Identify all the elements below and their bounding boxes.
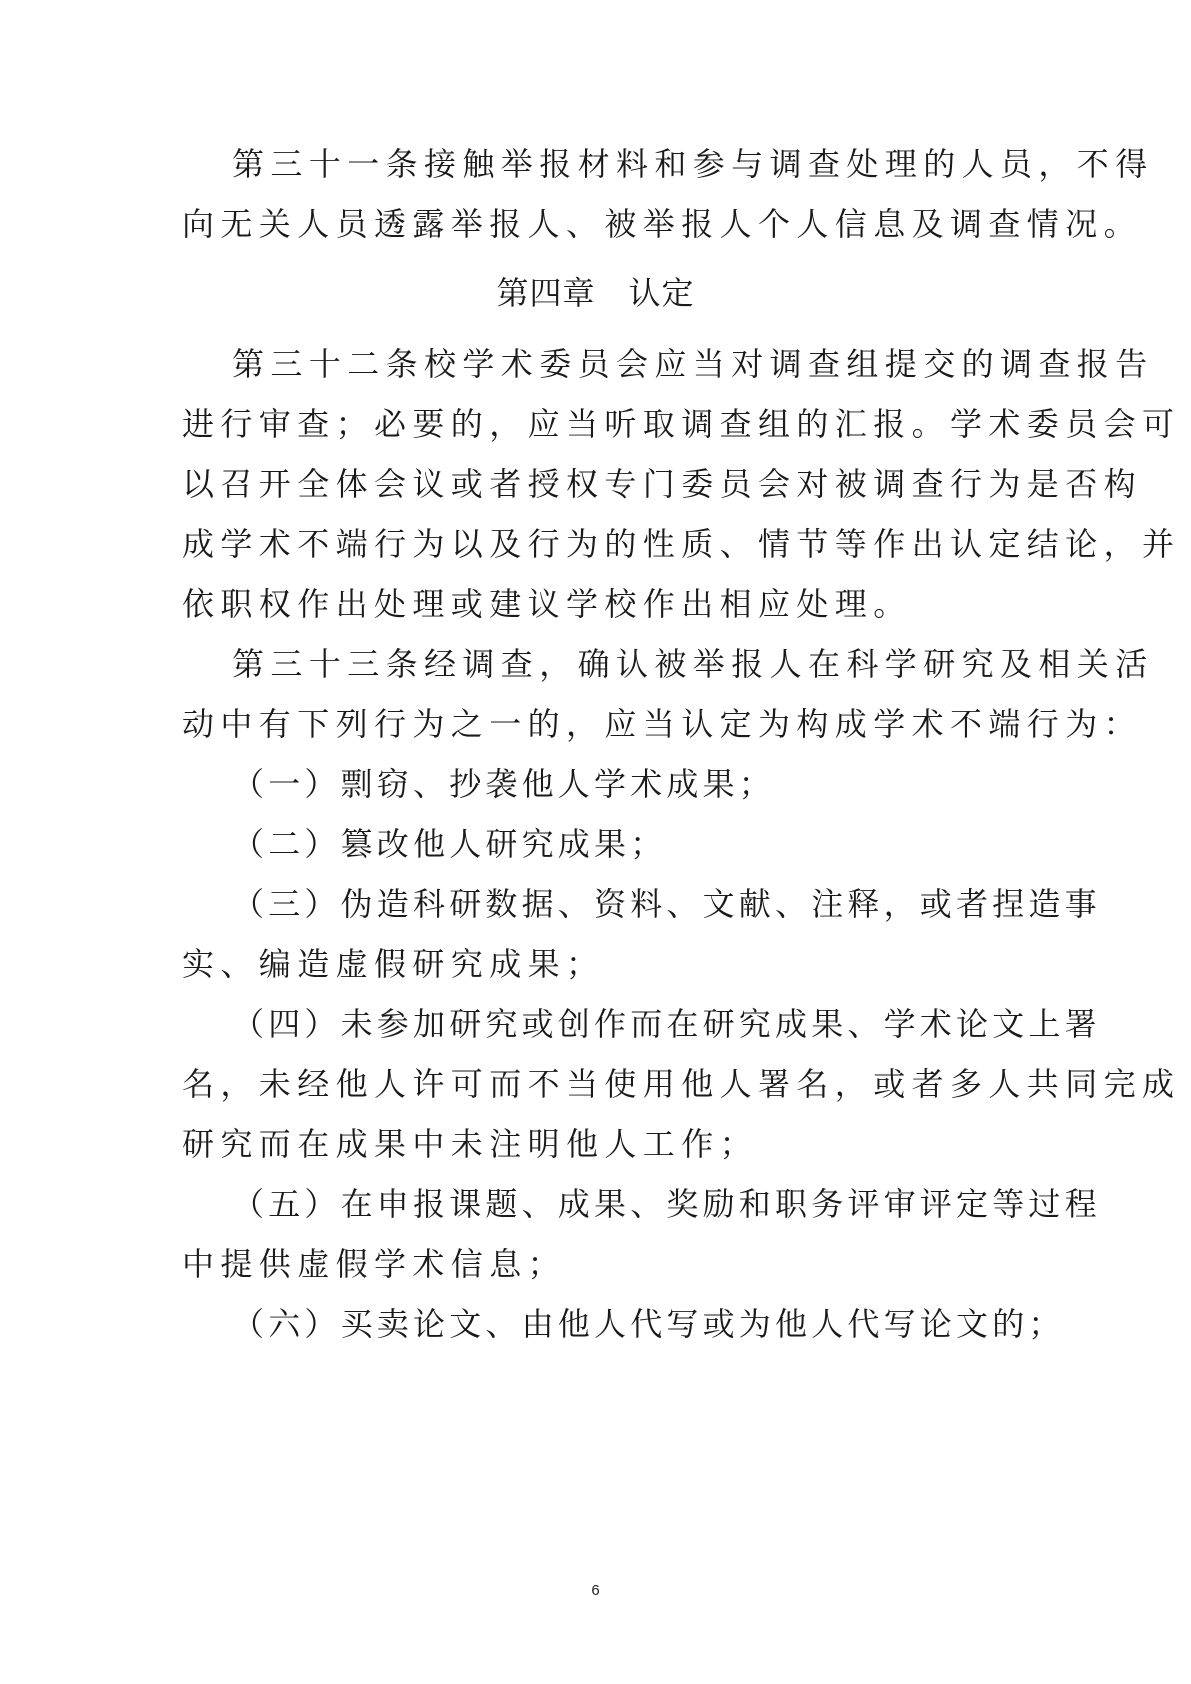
list-item-6: （六）买卖论文、由他人代写或为他人代写论文的；	[232, 1305, 1065, 1343]
list-item-3-line-2: 实、编造虚假研究成果；	[182, 945, 605, 983]
list-item-5-line-1: （五）在申报课题、成果、奖励和职务评审评定等过程	[232, 1185, 1101, 1223]
article-31-line-2: 向无关人员透露举报人、被举报人个人信息及调查情况。	[182, 205, 1143, 243]
list-item-3-line-1: （三）伪造科研数据、资料、文献、注释，或者捏造事	[232, 885, 1101, 923]
article-33-line-2: 动中有下列行为之一的，应当认定为构成学术不端行为：	[182, 705, 1143, 743]
page-number: 6	[591, 1582, 600, 1599]
article-31-line-1: 第三十一条接触举报材料和参与调查处理的人员，不得	[232, 145, 1154, 183]
article-32-line-5: 依职权作出处理或建议学校作出相应处理。	[182, 585, 912, 623]
article-33-line-1: 第三十三条经调查，确认被举报人在科学研究及相关活	[232, 645, 1154, 683]
list-item-4-line-3: 研究而在成果中未注明他人工作；	[182, 1125, 759, 1163]
list-item-5-line-2: 中提供虚假学术信息；	[182, 1245, 567, 1283]
chapter-heading: 第四章 认定	[496, 274, 695, 312]
article-32-line-3: 以召开全体会议或者授权专门委员会对被调查行为是否构	[182, 465, 1143, 503]
article-32-line-1: 第三十二条校学术委员会应当对调查组提交的调查报告	[232, 345, 1154, 383]
article-32-line-2: 进行审查；必要的，应当听取调查组的汇报。学术委员会可	[182, 405, 1181, 443]
list-item-1: （一）剽窃、抄袭他人学术成果；	[232, 765, 776, 803]
article-32-line-4: 成学术不端行为以及行为的性质、情节等作出认定结论，并	[182, 525, 1181, 563]
list-item-2: （二）篡改他人研究成果；	[232, 825, 667, 863]
list-item-4-line-1: （四）未参加研究或创作而在研究成果、学术论文上署	[232, 1005, 1101, 1043]
list-item-4-line-2: 名，未经他人许可而不当使用他人署名，或者多人共同完成	[182, 1065, 1181, 1103]
